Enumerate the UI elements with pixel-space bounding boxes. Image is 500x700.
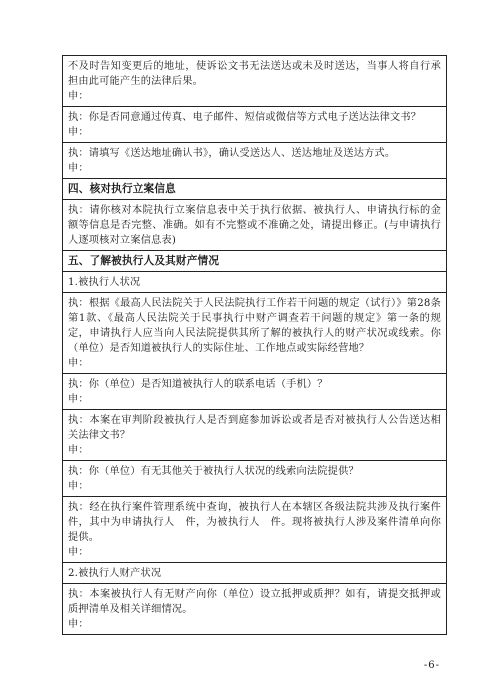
row-text: 执：你是否同意通过传真、电子邮件、短信或微信等方式电子送达法律文书？ [68,112,422,123]
table-row [63,199,446,250]
table-row [63,106,446,142]
subsection-heading-text: 1.被执行人状况 [68,277,141,288]
table-row [63,373,446,409]
subsection-heading [63,271,446,292]
row-text: 执：根据《最高人民法院关于人民法院执行工作若干问题的规定（试行）》第28条第1款、《最高人民法院关于民事执行中财产调查若干问题的规定》第一条的规定，申请执行人应当向人民法院提供其所了解的被执行人的财产状况或线索。你（单位）是否知道被执行人的实际住址、工作地点或实际经营地？ [68,298,441,354]
section-heading [63,178,446,199]
table-row [63,583,446,634]
row-text: 执：你（单位）有无其他关于被执行人状况的线索向法院提供？ [68,466,359,477]
table-row [63,56,446,106]
row-text: 执：本案在审判阶段被执行人是否到庭参加诉讼或者是否对被执行人公告送达相关法律文书？ [68,415,441,441]
row-text: 执：经在执行案件管理系统中查询，被执行人在本辖区各级法院共涉及执行案件 件，其中为申请执行人 件，为被执行人 件。现将被执行人涉及案件清单向你提供。 [68,502,452,543]
applicant-reply: 申： [68,481,89,492]
applicant-reply: 申： [68,619,89,630]
page-number: -6- [423,660,440,671]
section-heading-text: 五、了解被执行人及其财产情况 [68,255,220,267]
section-heading [63,250,446,271]
subsection-heading-text: 2.被执行人财产状况 [68,568,162,579]
row-text: 不及时告知变更后的地址，使诉讼文书无法送达或未及时送达，当事人将自行承担由此可能产生的法律后果。 [68,61,441,87]
applicant-reply: 申： [68,127,89,138]
table-row [63,409,446,460]
applicant-reply: 申： [68,163,89,174]
table-row [63,142,446,178]
applicant-reply: 申： [68,547,89,558]
table-row [63,292,446,373]
applicant-reply: 申： [68,445,89,456]
applicant-reply: 申： [68,91,89,102]
table-row [63,496,452,562]
section-heading-text: 四、核对执行立案信息 [68,183,176,195]
document-table [62,55,452,635]
applicant-reply: 申： [68,358,89,369]
row-text: 执：本案被执行人有无财产向你（单位）设立抵押或质押？如有，请提交抵押或质押清单及相关详细情况。 [68,589,441,615]
row-text: 执：请你核对本院执行立案信息表中关于执行依据、被执行人、申请执行标的金额等信息是否完整、准确。如有不完整或不准确之处，请提出修正。(与申请执行人逐项核对立案信息表) [68,205,441,246]
row-text: 执：你（单位）是否知道被执行人的联系电话（手机）？ [68,379,328,390]
subsection-heading [63,562,446,583]
row-text: 执：请填写《送达地址确认书》，确认受送达人、送达地址及送达方式。 [68,148,396,159]
applicant-reply: 申： [68,394,89,405]
table-row [63,460,446,496]
